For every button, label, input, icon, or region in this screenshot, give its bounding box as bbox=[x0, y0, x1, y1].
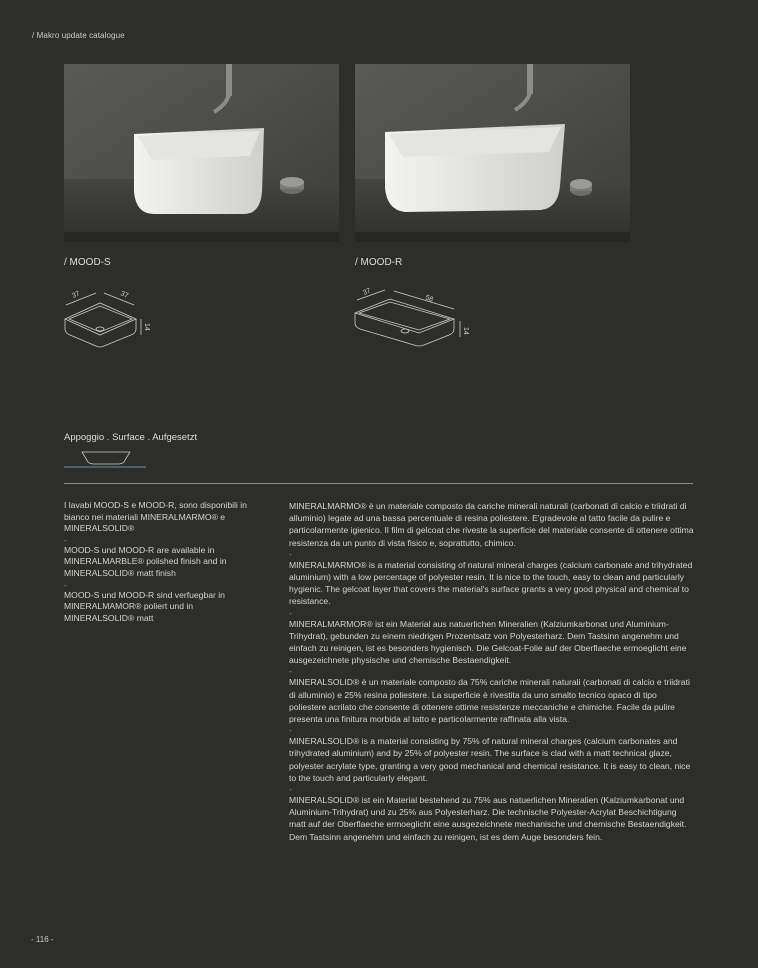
mood-s-height: 14 bbox=[143, 323, 150, 331]
mineralsolid-german: MINERALSOLID® ist ein Material bestehend zu 75% aus natuerlichen Mineralien (Kalziumkarbonat und Aluminium-Trihydrat) und zu 25% aus Polyesterharz. Die technische Polyester-Acrylat Beschichtigung matt auf der Oberflaeche ermoeglicht eine ausgezeichnete mechanische und chemische Bestaendigkeit. Dem Tastsinn angenehm und einfach zu reinigen, ist es dem Auge besonders fein. bbox=[289, 795, 687, 842]
mood-s-width: 37 bbox=[119, 290, 130, 300]
page-number: - 116 - bbox=[31, 935, 54, 944]
separator: - bbox=[289, 666, 292, 677]
mood-s-photo bbox=[64, 64, 339, 242]
separator: - bbox=[289, 784, 292, 795]
mineralmarmo-english: MINERALMARMO® is a material consisting of natural mineral charges (calcium carbonate and trihydrated aluminium) with a low percentage of polyester resin. It is nice to the touch, easy to clean and particularly hygienic. The gelcoat layer that covers the material's surface grants a very good physical and chemical to resistance. bbox=[289, 559, 693, 607]
availability-text bbox=[64, 500, 264, 624]
mood-r-label: / MOOD-R bbox=[355, 257, 403, 268]
mood-s-drawing bbox=[60, 285, 160, 355]
separator: - bbox=[289, 548, 292, 559]
mineralsolid-italian: MINERALSOLID® è un materiale composto da 75% cariche minerali naturali (carbonati di calcio e triidrati di alluminio) e 25% resina poliestere. La superficie è rivestita da uno smalto tecnico opaco di tipo poliestere acrilato che consente di ottenere ottime resistenze meccaniche e chimiche. Facile da pulire presenta una finitura morbida al tatto e particolarmente raffinata alla vista. bbox=[289, 677, 690, 725]
mood-r-depth: 37 bbox=[362, 287, 372, 297]
separator: - bbox=[289, 725, 292, 736]
mood-s-depth: 37 bbox=[71, 290, 81, 300]
mood-r-height: 14 bbox=[462, 327, 469, 335]
availability-italian: I lavabi MOOD-S e MOOD-R, sono disponibili in bianco nei materiali MINERALMARMO® e MINERALSOLID® bbox=[64, 500, 247, 534]
surface-mount-icon bbox=[64, 448, 148, 470]
availability-english: MOOD-S und MOOD-R are available in MINERALMARBLE® polished finish and in MINERALSOLID® matt finish bbox=[64, 544, 227, 578]
mood-r-photo bbox=[355, 64, 630, 242]
separator: - bbox=[64, 534, 67, 545]
separator: - bbox=[289, 607, 292, 618]
mineralsolid-english: MINERALSOLID® is a material consisting by 75% of natural mineral charges (calcium carbonates and trihydrated aluminium) and by 25% of polyester resin. The surface is clad with a matt technical glaze, polyester acrylate type, granting a very good mechanical and chemical resistance. It is easy to clean, nice to the touch and particularly elegant. bbox=[289, 736, 691, 783]
mood-r-width: 58 bbox=[424, 294, 435, 304]
material-description bbox=[289, 500, 694, 843]
mood-s-label: / MOOD-S bbox=[64, 257, 111, 268]
installation-label: Appoggio . Surface . Aufgesetzt bbox=[64, 432, 198, 443]
mood-r-drawing bbox=[350, 283, 475, 355]
catalogue-header: / Makro update catalogue bbox=[32, 31, 125, 40]
availability-german: MOOD-S und MOOD-R sind verfuegbar in MINERALMAMOR® poliert und in MINERALSOLID® matt bbox=[64, 589, 225, 623]
mineralmarmor-german: MINERALMARMOR® ist ein Material aus natuerlichen Mineralien (Kalziumkarbonat und Aluminium-Trihydrat), gebunden zu einem niedrigen Prozentsatz von Polyesterharz. Dem Tastsinn angenehm und einfach zu reinigen, ist es besonders hygienisch. Die Gelcoat-Folie auf der Oberflaeche ermoeglicht eine ausgezeichnete physische und chemische Bestaendigkeit. bbox=[289, 618, 687, 666]
section-divider bbox=[64, 483, 693, 484]
separator: - bbox=[64, 579, 67, 590]
mineralmarmo-italian: MINERALMARMO® è un materiale composto da cariche minerali naturali (carbonati di calcio e triidrati di alluminio) legate ad una bassa percentuale di resina poliestere. E'gradevole al tatto facile da pulire e particolarmente igienico. Il film di gelcoat che riveste la superficie del materiale consente di ottenere ottima resistenza da un punto di vista fisico e, soprattutto, chimico. bbox=[289, 501, 694, 548]
